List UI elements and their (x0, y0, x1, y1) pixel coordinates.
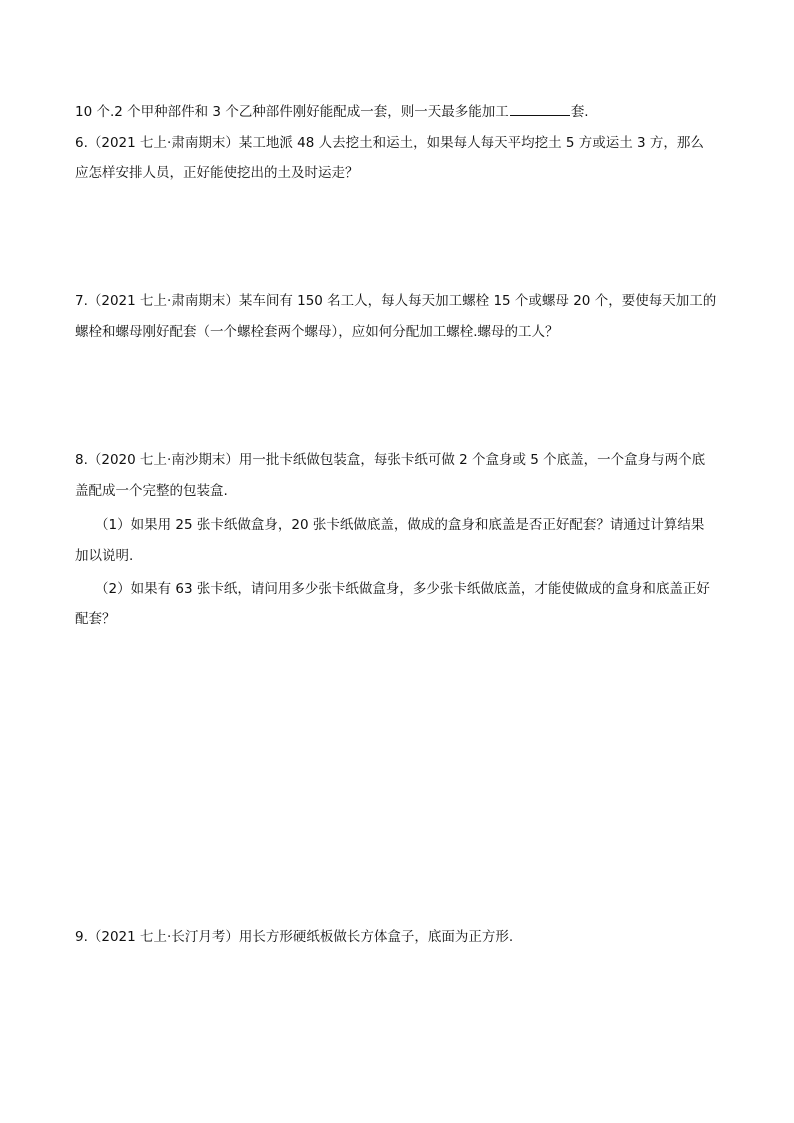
q7-line-2: 螺栓和螺母刚好配套（一个螺栓套两个螺母），应如何分配加工螺栓.螺母的工人？ (75, 324, 559, 340)
q8-line-1: 8.（2020 七上·南沙期末）用一批卡纸做包装盒，每张卡纸可做 2 个盒身或 5 个底盖，一个盒身与两个底 (75, 452, 706, 468)
q8-sub1-line-2: 加以说明. (75, 548, 134, 564)
q8-line-2: 盖配成一个完整的包装盒. (75, 483, 228, 499)
answer-blank[interactable] (510, 102, 570, 116)
q7-line-1: 7.（2021 七上·肃南期末）某车间有 150 名工人，每人每天加工螺栓 15 个或螺母 20 个，要使每天加工的 (75, 293, 717, 309)
q5-text-after-blank: 套. (570, 104, 589, 120)
q5-continuation-line (75, 102, 589, 121)
q8-sub2-line-2: 配套？ (75, 611, 116, 627)
q9-line-1: 9.（2021 七上·长汀月考）用长方形硬纸板做长方体盒子，底面为正方形. (75, 929, 514, 945)
q6-line-1: 6.（2021 七上·肃南期末）某工地派 48 人去挖土和运土，如果每人每天平均挖土 5 方或运土 3 方，那么 (75, 135, 704, 151)
q8-sub2-line-1: （2）如果有 63 张卡纸，请问用多少张卡纸做盒身，多少张卡纸做底盖，才能使做成的盒身和底盖正好 (95, 581, 710, 597)
q8-sub1-line-1: （1）如果用 25 张卡纸做盒身，20 张卡纸做底盖，做成的盒身和底盖是否正好配套？请通过计算结果 (95, 517, 705, 533)
q6-line-2: 应怎样安排人员，正好能使挖出的土及时运走？ (75, 165, 359, 181)
q5-text-before-blank: 10 个.2 个甲种部件和 3 个乙种部件刚好能配成一套，则一天最多能加工 (75, 104, 509, 120)
